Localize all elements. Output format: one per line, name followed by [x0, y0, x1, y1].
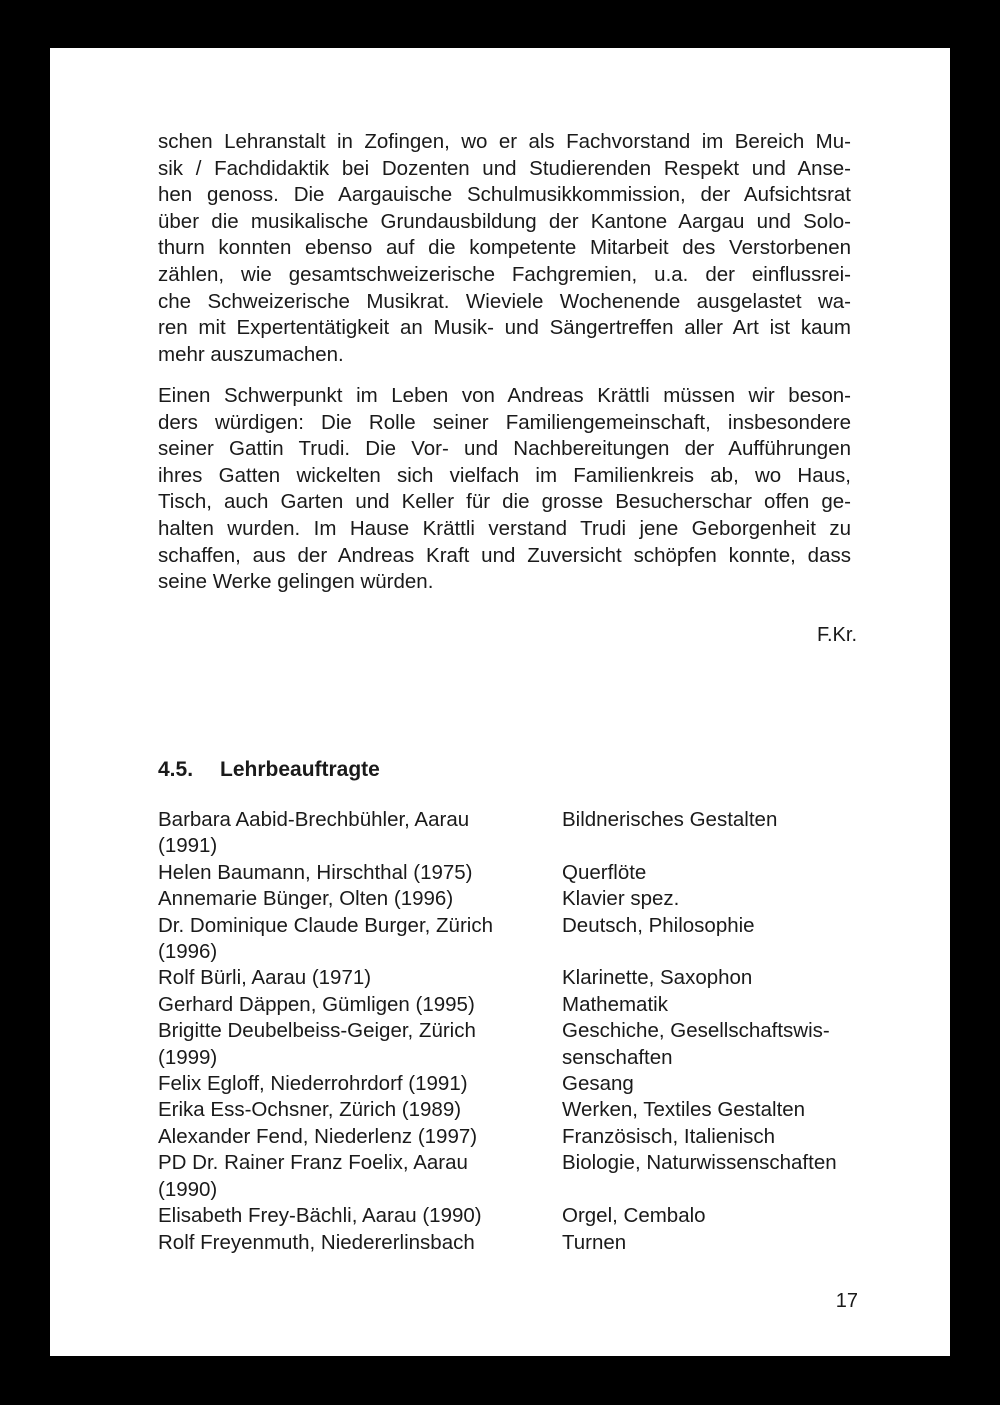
teacher-name [158, 965, 562, 991]
teacher-name-line: (1990) [158, 1177, 218, 1201]
teacher-name-line: Brigitte Deubelbeiss-Geiger, Zürich [158, 1019, 476, 1043]
teacher-name [158, 1124, 562, 1150]
teacher-subject [562, 965, 878, 991]
teacher-row [158, 886, 878, 912]
teacher-subject-line: Bildnerisches Gestalten [562, 808, 778, 831]
teacher-subject [562, 1150, 878, 1176]
teacher-subject-line: Biologie, Naturwissenschaften [562, 1151, 837, 1175]
teacher-subject-line: Werken, Textiles Gestalten [562, 1098, 806, 1122]
paragraph-line: sik / Fachdidaktik bei Dozenten und Studierenden Respekt und Anse- [158, 156, 851, 180]
teacher-name-line: (1996) [158, 940, 218, 964]
paragraph-line: hen genoss. Die Aargauische Schulmusikkommission, der Aufsichtsrat [158, 183, 851, 207]
teacher-subject-line: Klarinette, Saxophon [562, 966, 753, 990]
teacher-name-line: Annemarie Bünger, Olten (1996) [158, 887, 454, 911]
paragraph-line: ders würdigen: Die Rolle seiner Familiengemeinschaft, insbesondere [158, 410, 851, 434]
paragraph-line: seine Werke gelingen würden. [158, 570, 434, 594]
teacher-subject [562, 992, 878, 1018]
teacher-subject-line: Mathematik [562, 992, 668, 1016]
teacher-name [158, 1097, 562, 1123]
teacher-name [158, 1230, 562, 1256]
paragraph-2 [158, 383, 851, 596]
paragraph-line: schen Lehranstalt in Zofingen, wo er als Fachvorstand im Bereich Mu- [158, 130, 851, 153]
section-title: Lehrbeauftragte [220, 758, 380, 781]
paragraph-line: seiner Gattin Trudi. Die Vor- und Nachbereitungen der Aufführungen [158, 437, 851, 461]
teacher-row [158, 1124, 878, 1150]
teacher-name-line: PD Dr. Rainer Franz Foelix, Aarau [158, 1151, 468, 1175]
teacher-name-line: Felix Egloff, Niederrohrdorf (1991) [158, 1072, 468, 1096]
teacher-subject [562, 1203, 878, 1229]
paragraph-line: halten wurden. Im Hause Krättli verstand Trudi jene Geborgenheit zu [158, 516, 851, 540]
paragraph-line: über die musikalische Grundausbildung der Kantone Aargau und Solo- [158, 209, 851, 233]
document-page [50, 48, 950, 1356]
teacher-row [158, 1018, 878, 1071]
author-signature: F.Kr. [816, 624, 857, 646]
teacher-name [158, 1150, 562, 1203]
paragraph-line: ren mit Expertentätigkeit an Musik- und Sängertreffen aller Art ist kaum [158, 316, 851, 340]
teacher-subject-line: Geschiche, Gesellschaftswis- [562, 1019, 830, 1043]
teacher-row [158, 913, 878, 966]
teacher-name-line: (1999) [158, 1045, 218, 1069]
teacher-name-line: Helen Baumann, Hirschthal (1975) [158, 860, 473, 884]
teacher-name [158, 860, 562, 886]
teacher-name [158, 913, 562, 966]
teacher-name [158, 807, 562, 860]
section-heading [158, 756, 380, 784]
paragraph-line: thurn konnten ebenso auf die kompetente Mitarbeit des Verstorbenen [158, 236, 851, 260]
teacher-subject [562, 886, 878, 912]
teacher-row [158, 807, 878, 860]
teacher-subject [562, 1018, 878, 1071]
teacher-name-line: Alexander Fend, Niederlenz (1997) [158, 1124, 478, 1148]
teacher-subject-line: Französisch, Italienisch [562, 1124, 776, 1148]
paragraph-line: zählen, wie gesamtschweizerische Fachgremien, u.a. der einflussrei- [158, 262, 851, 286]
teacher-row [158, 1203, 878, 1229]
teacher-subject [562, 860, 878, 886]
teacher-subject [562, 1097, 878, 1123]
teacher-name-line: Rolf Freyenmuth, Niedererlinsbach [158, 1230, 475, 1254]
teacher-name-line: Barbara Aabid-Brechbühler, Aarau [158, 808, 470, 831]
teacher-subject-line: Orgel, Cembalo [562, 1204, 706, 1228]
teacher-row [158, 1150, 878, 1203]
teacher-list [158, 807, 878, 1256]
paragraph-line: schaffen, aus der Andreas Kraft und Zuversicht schöpfen konnte, dass [158, 543, 851, 567]
teacher-subject-line: Turnen [562, 1230, 627, 1254]
teacher-subject-line: Querflöte [562, 860, 647, 884]
teacher-row [158, 1230, 878, 1256]
teacher-name [158, 1071, 562, 1097]
paragraph-line: che Schweizerische Musikrat. Wieviele Wochenende ausgelastet wa- [158, 289, 851, 313]
teacher-subject-line: senschaften [562, 1045, 673, 1069]
teacher-name [158, 992, 562, 1018]
paragraph-line: Einen Schwerpunkt im Leben von Andreas Krättli müssen wir beson- [158, 384, 851, 407]
teacher-subject-line: Deutsch, Philosophie [562, 913, 755, 937]
teacher-row [158, 992, 878, 1018]
teacher-subject [562, 1124, 878, 1150]
section-number: 4.5. [158, 758, 194, 781]
teacher-name [158, 1018, 562, 1071]
teacher-name-line: (1991) [158, 834, 218, 858]
teacher-name-line: Rolf Bürli, Aarau (1971) [158, 966, 372, 990]
teacher-row [158, 1071, 878, 1097]
teacher-name-line: Gerhard Däppen, Gümligen (1995) [158, 992, 475, 1016]
paragraph-line: Tisch, auch Garten und Keller für die grosse Besucherschar offen ge- [158, 490, 851, 514]
teacher-row [158, 965, 878, 991]
teacher-subject [562, 807, 878, 833]
teacher-row [158, 860, 878, 886]
paragraph-1 [158, 129, 851, 368]
teacher-name-line: Dr. Dominique Claude Burger, Zürich [158, 913, 493, 937]
teacher-row [158, 1097, 878, 1123]
teacher-name-line: Erika Ess-Ochsner, Zürich (1989) [158, 1098, 462, 1122]
teacher-name [158, 886, 562, 912]
paragraph-line: ihres Gatten wickelten sich vielfach im Familienkreis ab, wo Haus, [158, 463, 851, 487]
teacher-subject [562, 1071, 878, 1097]
paragraph-line: mehr auszumachen. [158, 342, 344, 366]
teacher-name-line: Elisabeth Frey-Bächli, Aarau (1990) [158, 1204, 482, 1228]
teacher-subject-line: Gesang [562, 1072, 634, 1096]
teacher-subject [562, 913, 878, 939]
teacher-subject-line: Klavier spez. [562, 887, 680, 911]
teacher-subject [562, 1230, 878, 1256]
page-number: 17 [835, 1290, 858, 1312]
teacher-name [158, 1203, 562, 1229]
